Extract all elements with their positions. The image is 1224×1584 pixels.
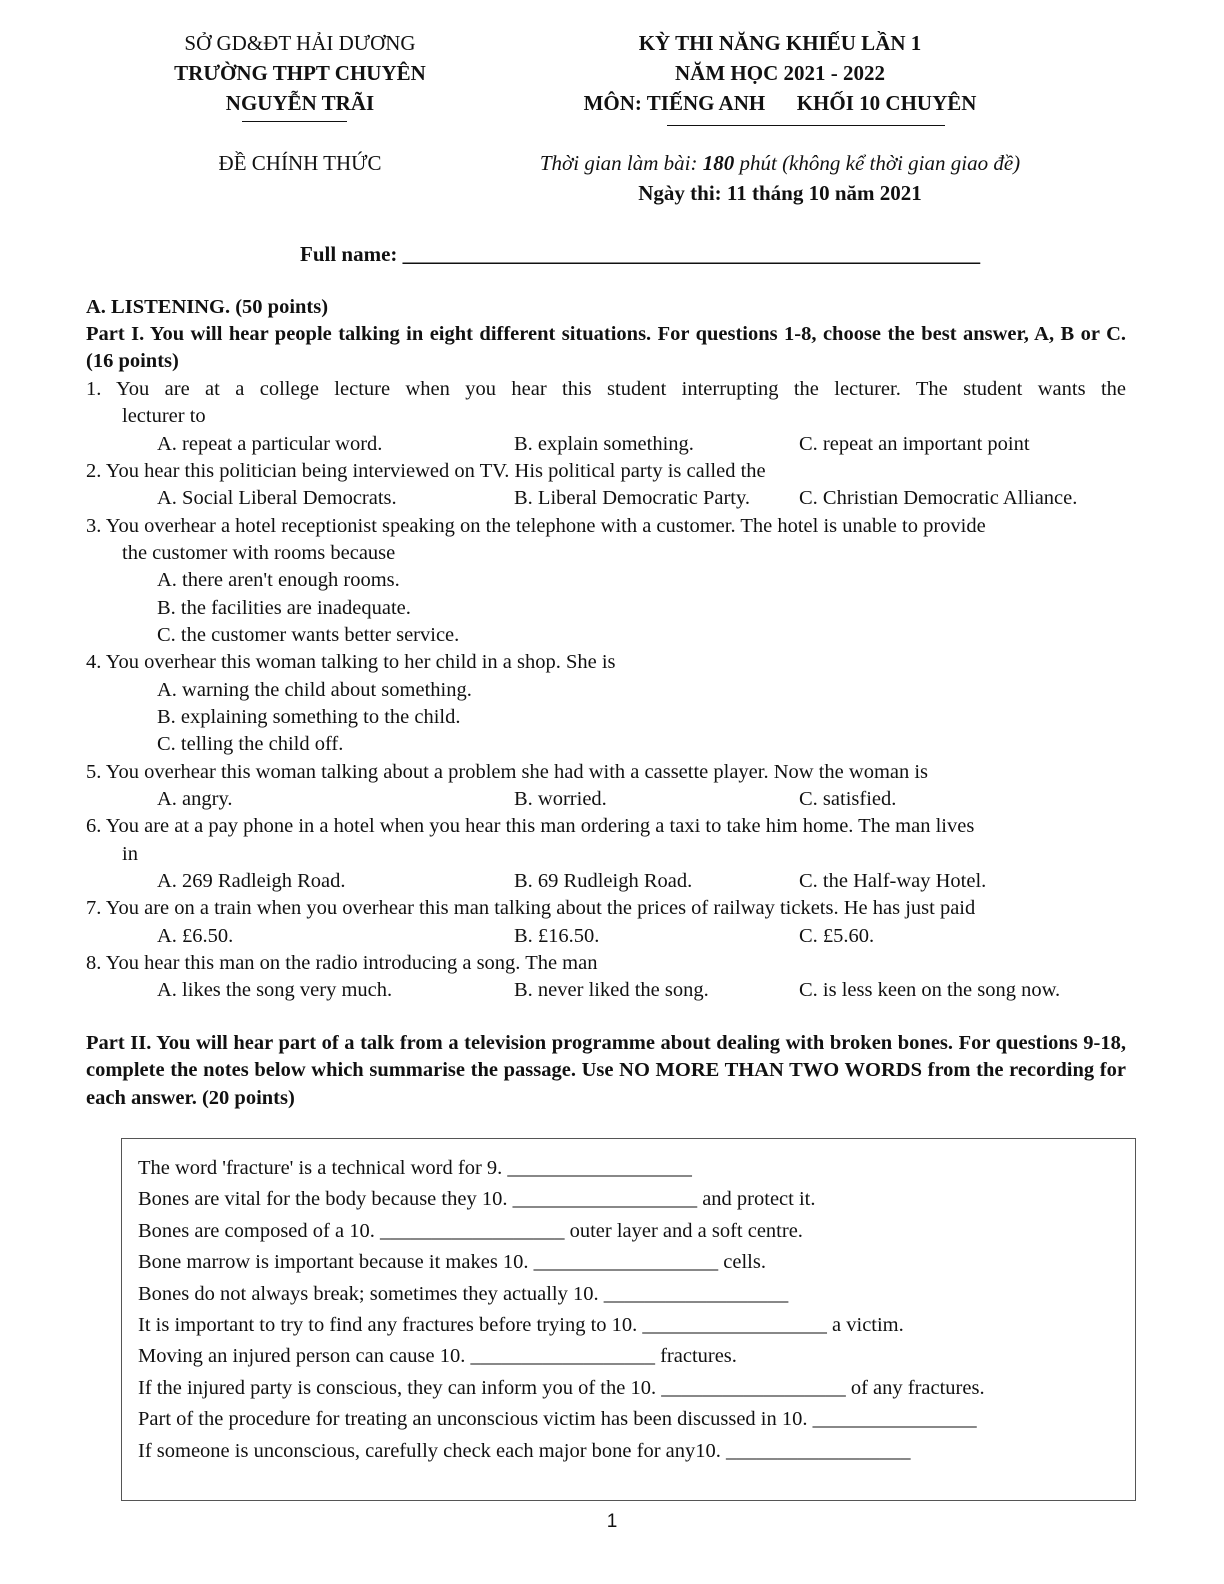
q2-option-c[interactable]: C. Christian Democratic Alliance. bbox=[799, 487, 1078, 509]
q8-option-a[interactable]: A. likes the song very much. bbox=[157, 979, 393, 1001]
part2-heading-text: Part II. You will hear part of a talk from a television programme about dealing with broken bones. For questions 9-18, complete the notes below which summarise the passage. Use NO MORE THAN TWO WORDS from the recording for each answer. (20 points) bbox=[86, 1032, 1126, 1109]
part1-heading bbox=[86, 321, 1126, 376]
question-3-stem-cont: the customer with rooms because bbox=[122, 542, 396, 564]
part1-heading-text: Part I. You will hear people talking in eight different situations. For questions 1-8, choose the best answer, A, B or C. (16 points) bbox=[86, 323, 1126, 373]
q5-option-a[interactable]: A. angry. bbox=[157, 788, 233, 810]
department-name: SỞ GD&ĐT HẢI DƯƠNG bbox=[184, 31, 416, 55]
time-suffix: phút (không kể thời gian giao đề) bbox=[734, 151, 1021, 175]
fullname-label: Full name: bbox=[300, 242, 403, 266]
question-7-stem: 7. You are on a train when you overhear this man talking about the prices of railway tickets. He has just paid bbox=[86, 897, 976, 919]
q3-option-a[interactable]: A. there aren't enough rooms. bbox=[157, 569, 400, 591]
header-right bbox=[500, 28, 1060, 118]
school-name-2: NGUYỄN TRÃI bbox=[225, 91, 375, 115]
q2-option-a[interactable]: A. Social Liberal Democrats. bbox=[157, 487, 397, 509]
school-year: NĂM HỌC 2021 - 2022 bbox=[675, 61, 885, 85]
question-1-stem-cont: lecturer to bbox=[122, 405, 206, 427]
note-line[interactable]: It is important to try to find any fractures before trying to 10. __________________ a victim. bbox=[138, 1314, 904, 1336]
q8-option-c[interactable]: C. is less keen on the song now. bbox=[799, 979, 1061, 1001]
page-number: 1 bbox=[606, 1511, 618, 1532]
q7-option-b[interactable]: B. £16.50. bbox=[514, 925, 600, 947]
q6-option-c[interactable]: C. the Half-way Hotel. bbox=[799, 870, 987, 892]
part2-heading bbox=[86, 1030, 1126, 1112]
note-line[interactable]: Bones are vital for the body because they 10. __________________ and protect it. bbox=[138, 1188, 816, 1211]
q5-option-c[interactable]: C. satisfied. bbox=[799, 788, 897, 810]
section-heading: A. LISTENING. (50 points) bbox=[86, 296, 329, 318]
q1-option-c[interactable]: C. repeat an important point bbox=[799, 433, 1030, 455]
q7-option-c[interactable]: C. £5.60. bbox=[799, 925, 875, 947]
q3-option-b[interactable]: B. the facilities are inadequate. bbox=[157, 597, 411, 619]
question-5-stem: 5. You overhear this woman talking about a problem she had with a cassette player. Now the woman is bbox=[86, 761, 929, 783]
question-4-stem: 4. You overhear this woman talking to her child in a shop. She is bbox=[86, 651, 616, 673]
question-1-stem: 1. You are at a college lecture when you hear this student interrupting the lecturer. The student wants the bbox=[86, 378, 1126, 400]
q4-option-c[interactable]: C. telling the child off. bbox=[157, 733, 344, 755]
q6-option-b[interactable]: B. 69 Rudleigh Road. bbox=[514, 870, 693, 892]
q6-option-a[interactable]: A. 269 Radleigh Road. bbox=[157, 870, 346, 892]
notes-box bbox=[121, 1138, 1136, 1501]
note-line[interactable]: Bones do not always break; sometimes they actually 10. __________________ bbox=[138, 1282, 789, 1305]
q5-option-b[interactable]: B. worried. bbox=[514, 788, 607, 810]
q3-option-c[interactable]: C. the customer wants better service. bbox=[157, 624, 460, 646]
note-line[interactable]: Moving an injured person can cause 10. __________________ fractures. bbox=[138, 1345, 737, 1368]
note-line[interactable]: If someone is unconscious, carefully check each major bone for any10. __________________ bbox=[138, 1439, 911, 1462]
q8-option-b[interactable]: B. never liked the song. bbox=[514, 979, 709, 1001]
exam-date: Ngày thi: 11 tháng 10 năm 2021 bbox=[638, 181, 922, 205]
exam-title: KỲ THI NĂNG KHIẾU LẦN 1 bbox=[638, 31, 922, 55]
note-line[interactable]: If the injured party is conscious, they can inform you of the 10. __________________ of any fractures. bbox=[138, 1376, 985, 1399]
question-8-stem: 8. You hear this man on the radio introducing a song. The man bbox=[86, 952, 598, 974]
official-label: ĐỀ CHÍNH THỨC bbox=[218, 151, 382, 175]
question-6-stem-cont: in bbox=[122, 843, 138, 865]
fullname-line bbox=[300, 239, 980, 269]
time-allowed bbox=[480, 148, 1080, 178]
time-prefix: Thời gian làm bài: bbox=[539, 151, 703, 175]
school-name: TRƯỜNG THPT CHUYÊN bbox=[174, 61, 426, 85]
question-6-stem: 6. You are at a pay phone in a hotel when you hear this man ordering a taxi to take him home. The man lives bbox=[86, 815, 975, 837]
left-underline bbox=[242, 121, 347, 122]
q1-option-b[interactable]: B. explain something. bbox=[514, 433, 694, 455]
fullname-blank[interactable]: _______________________________________________________ bbox=[402, 242, 981, 266]
q4-option-b[interactable]: B. explaining something to the child. bbox=[157, 706, 461, 728]
subject-line: MÔN: TIẾNG ANH KHỐI 10 CHUYÊN bbox=[583, 91, 977, 115]
q2-option-b[interactable]: B. Liberal Democratic Party. bbox=[514, 487, 751, 509]
note-line[interactable]: Part of the procedure for treating an unconscious victim has been discussed in 10. ________________ bbox=[138, 1408, 977, 1431]
q7-option-a[interactable]: A. £6.50. bbox=[157, 925, 234, 947]
note-line[interactable]: Bones are composed of a 10. __________________ outer layer and a soft centre. bbox=[138, 1219, 803, 1242]
note-line[interactable]: The word 'fracture' is a technical word for 9. __________________ bbox=[138, 1157, 692, 1179]
right-underline bbox=[667, 125, 945, 126]
question-2-stem: 2. You hear this politician being interviewed on TV. His political party is called the bbox=[86, 460, 766, 482]
q1-option-a[interactable]: A. repeat a particular word. bbox=[157, 433, 383, 455]
question-3-stem: 3. You overhear a hotel receptionist speaking on the telephone with a customer. The hotel is unable to provide bbox=[86, 515, 986, 537]
q4-option-a[interactable]: A. warning the child about something. bbox=[157, 679, 472, 701]
note-line[interactable]: Bone marrow is important because it makes 10. __________________ cells. bbox=[138, 1251, 766, 1274]
time-value: 180 bbox=[702, 151, 735, 175]
header-left bbox=[120, 28, 480, 118]
